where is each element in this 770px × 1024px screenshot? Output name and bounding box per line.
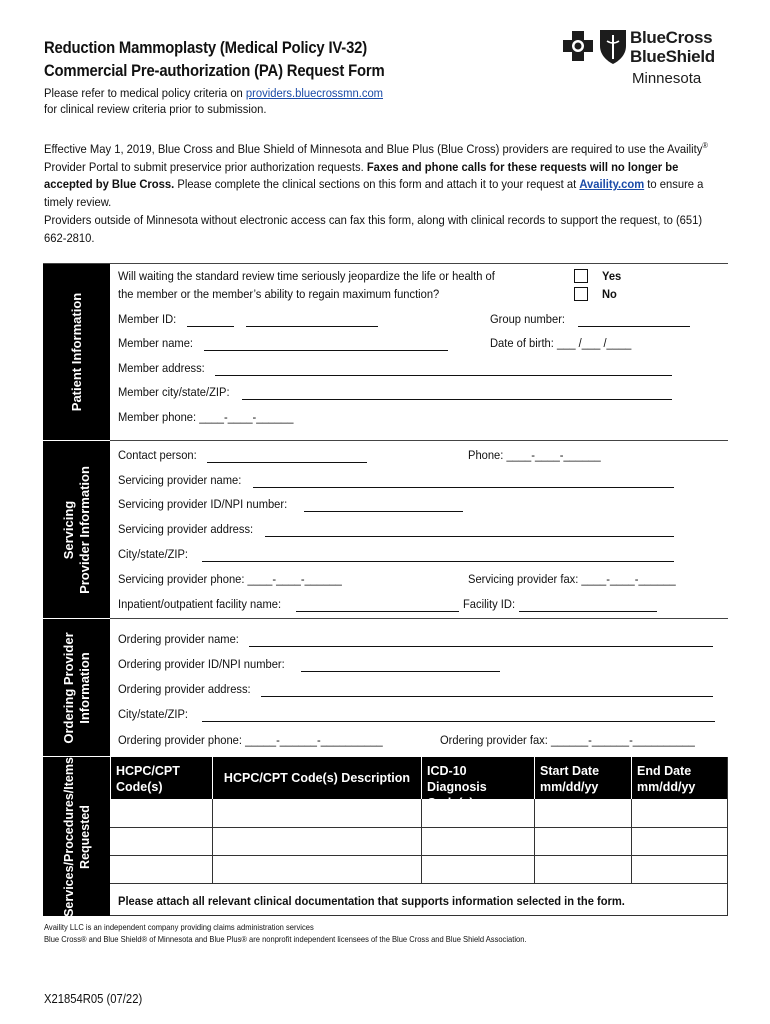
services-side-bar [43, 757, 110, 916]
member-name-label: Member name: [118, 336, 193, 350]
facility-name-label: Inpatient/outpatient facility name: [118, 597, 282, 611]
form-title [44, 37, 384, 83]
no-checkbox[interactable] [574, 287, 588, 301]
col-header-end-date [632, 757, 728, 799]
servicing-name-label: Servicing provider name: [118, 473, 242, 487]
group-number-field[interactable] [578, 326, 690, 327]
p1-bold: Faxes and phone calls for these requests will no longer be accepted by Blue Cross. [44, 159, 679, 192]
urgent-question-1: Will waiting the standard review time seriously jeopardize the life or health of [118, 269, 495, 283]
col-header-end-date-2: mm/dd/yy [637, 780, 696, 794]
ordering-address-label: Ordering provider address: [118, 682, 251, 696]
table-cell[interactable] [535, 800, 631, 827]
form-number: X21854R05 (07/22) [44, 992, 143, 1006]
col-header-icd10 [422, 757, 534, 810]
col-header-icd10-1: ICD-10 Diagnosis [427, 764, 487, 794]
servicing-npi-field[interactable] [304, 511, 463, 512]
footer-licensee-note: Blue Cross® and Blue Shield® of Minnesota and Blue Plus® are nonprofit independent licensees of the Blue Cross and Blue Shield Association. [44, 934, 527, 944]
contact-person-label: Contact person: [118, 448, 197, 462]
services-side-label-1: Services/Procedures/Items [61, 756, 76, 917]
dob-label[interactable]: Date of birth: ___ /___ /____ [490, 336, 632, 350]
refer-suffix: for clinical review criteria prior to submission. [44, 102, 267, 116]
table-cell[interactable] [632, 800, 727, 827]
patient-side-label: Patient Information [68, 292, 84, 412]
servicing-side-label [61, 466, 93, 594]
yes-checkbox[interactable] [574, 269, 588, 283]
member-id-field-a[interactable] [187, 326, 234, 327]
contact-phone-label[interactable]: Phone: ____-____-______ [468, 448, 601, 462]
intro-text [44, 85, 688, 117]
p1-part1: Effective May 1, 2019, Blue Cross and Blue Shield of Minnesota and Blue Plus (Blue Cross) providers are required to use the Availity [44, 142, 703, 157]
table-bottom [110, 915, 728, 916]
table-row-divider [110, 827, 728, 828]
ordering-npi-label: Ordering provider ID/NPI number: [118, 657, 285, 671]
servicing-city-label: City/state/ZIP: [118, 547, 189, 561]
footer-availity-note: Availity LLC is an independent company providing claims administration services [44, 922, 314, 932]
col-header-hcpc [111, 757, 212, 799]
col-header-description [213, 757, 421, 799]
table-row-divider [110, 855, 728, 856]
servicing-side-label-1: Servicing [60, 500, 76, 559]
member-address-label: Member address: [118, 361, 205, 375]
title-line-2: Commercial Pre-authorization (PA) Request Form [44, 62, 385, 80]
ordering-phone-label[interactable]: Ordering provider phone: _____-______-__________ [118, 733, 383, 747]
servicing-address-field[interactable] [265, 536, 674, 537]
servicing-name-field[interactable] [253, 487, 674, 488]
patient-side-bar [43, 264, 110, 440]
ordering-city-label: City/state/ZIP: [118, 707, 189, 721]
table-cell[interactable] [213, 800, 421, 827]
servicing-side-label-2: Provider Information [76, 465, 92, 594]
fax-paragraph: Providers outside of Minnesota without electronic access can fax this form, along with clinical records to support the request, to (651) 662-2810. [44, 213, 703, 245]
ordering-side-label-2: Information [76, 651, 92, 724]
yes-label: Yes [602, 269, 622, 283]
title-line-1: Reduction Mammoplasty (Medical Policy IV-32) [44, 39, 367, 57]
facility-id-field[interactable] [519, 611, 657, 612]
servicing-city-field[interactable] [202, 561, 674, 562]
col-header-description-1: HCPC/CPT Code(s) Description [223, 771, 411, 785]
table-cell[interactable] [111, 800, 212, 827]
col-header-icd10-2: Code(s) [427, 796, 474, 810]
ordering-npi-field[interactable] [301, 671, 500, 672]
group-number-label: Group number: [490, 312, 566, 326]
servicing-phone-label[interactable]: Servicing provider phone: ____-____-______ [118, 572, 342, 586]
no-label: No [602, 287, 617, 301]
ordering-name-field[interactable] [249, 646, 713, 647]
servicing-npi-label: Servicing provider ID/NPI number: [118, 497, 288, 511]
ordering-side-label-1: Ordering Provider [60, 631, 76, 744]
providers-link[interactable]: providers.bluecrossmn.com [245, 86, 384, 100]
ordering-side-label [61, 632, 93, 743]
reg-mark: ® [702, 141, 708, 150]
member-id-field-b[interactable] [246, 326, 378, 327]
member-name-field[interactable] [204, 350, 448, 351]
col-header-hcpc-2: Code(s) [116, 780, 163, 794]
intro-paragraph [44, 137, 711, 211]
member-address-field[interactable] [215, 375, 672, 376]
ordering-city-field[interactable] [202, 721, 715, 722]
col-header-end-date-1: End Date [637, 764, 692, 778]
p1-part2: Provider Portal to submit preservice prior authorization requests. [44, 159, 367, 174]
logo-line-3: Minnesota [632, 70, 702, 87]
servicing-side-bar [43, 441, 110, 618]
col-header-start-date-2: mm/dd/yy [540, 780, 599, 794]
col-header-start-date-1: Start Date [540, 764, 600, 778]
table-cell[interactable] [422, 800, 534, 827]
p1-part3: Please complete the clinical sections on this form and attach it to your request at [174, 177, 580, 192]
cross-icon [563, 31, 593, 61]
table-row-divider [110, 883, 728, 884]
member-id-label: Member ID: [118, 312, 177, 326]
logo-line-2: BlueShield [630, 47, 715, 66]
ordering-side-bar [43, 619, 110, 756]
urgent-question-2: the member or the member’s ability to regain maximum function? [118, 287, 440, 301]
servicing-fax-label[interactable]: Servicing provider fax: ____-____-______ [468, 572, 676, 586]
servicing-address-label: Servicing provider address: [118, 522, 254, 536]
attach-note: Please attach all relevant clinical documentation that supports information selected in the form. [118, 894, 625, 908]
refer-prefix: Please refer to medical policy criteria on [44, 86, 246, 100]
ordering-address-field[interactable] [261, 696, 713, 697]
logo-wordmark [630, 28, 715, 66]
facility-id-label: Facility ID: [463, 597, 516, 611]
logo-line-1: BlueCross [630, 28, 713, 47]
shield-icon [600, 30, 626, 64]
member-city-field[interactable] [242, 399, 672, 400]
member-phone-label[interactable]: Member phone: ____-____-______ [118, 410, 294, 424]
availity-link[interactable]: Availity.com [579, 177, 645, 192]
col-header-hcpc-1: HCPC/CPT [116, 764, 180, 778]
member-city-label: Member city/state/ZIP: [118, 385, 230, 399]
ordering-fax-label[interactable]: Ordering provider fax: ______-______-__________ [440, 733, 695, 747]
facility-name-field[interactable] [296, 611, 459, 612]
services-side-label-2: Requested [77, 804, 92, 869]
contact-person-field[interactable] [207, 462, 367, 463]
table-right-border [727, 757, 728, 916]
p1-part4: to ensure a timely review. [44, 177, 704, 209]
ordering-name-label: Ordering provider name: [118, 632, 239, 646]
services-side-label [61, 757, 93, 917]
col-header-start-date [535, 757, 631, 799]
